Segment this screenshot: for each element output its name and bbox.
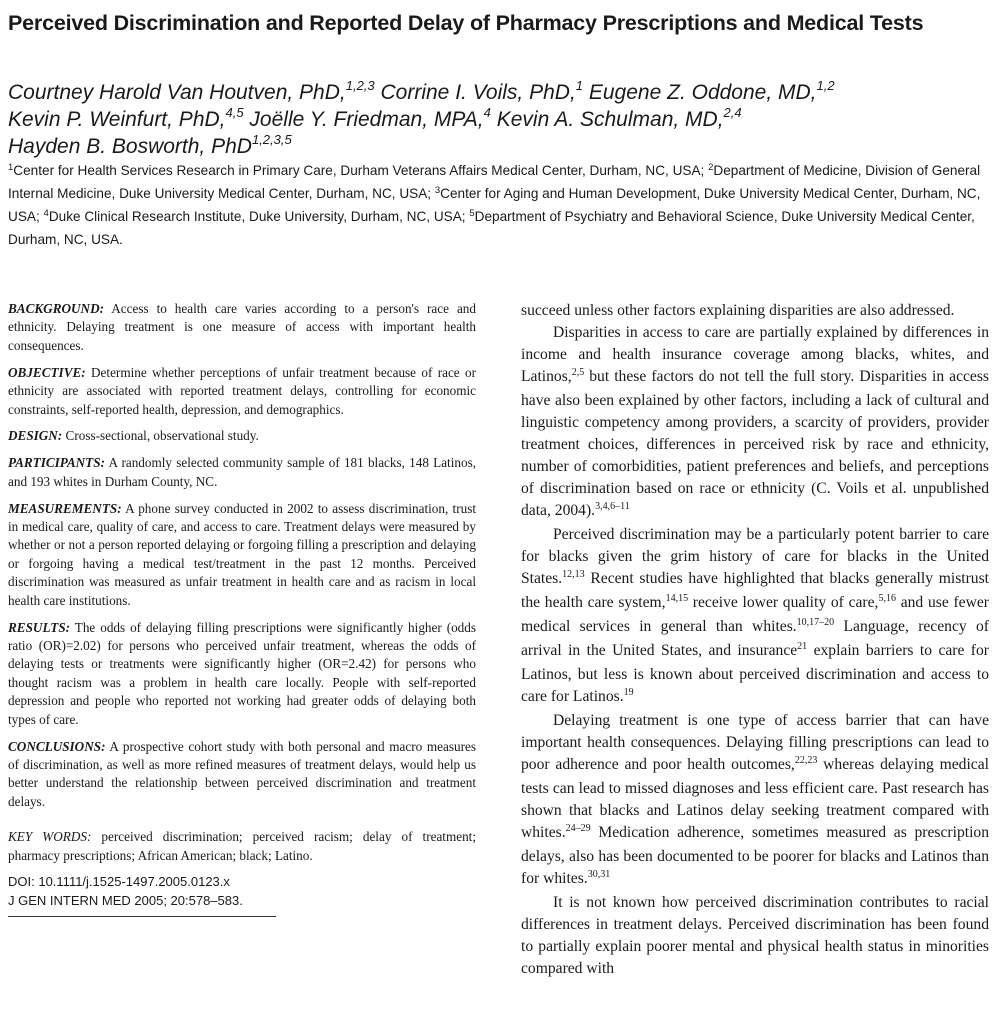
section-label: OBJECTIVE: [8, 364, 86, 380]
citation: 2,5 [571, 367, 585, 378]
author-affiliation-marker: 2,4 [723, 105, 742, 120]
body-text: Medication adherence, sometimes measured as prescription delays, also has been documented to be poorer for blacks and Latinos than for whites. [521, 824, 989, 887]
body-text: whereas delaying medical tests can lead to missed diagnoses and less efficient care. Past research has shown that blacks and Latinos delay seeking treatment compared with whites. [521, 756, 989, 841]
section-text: The odds of delaying filling prescriptions were significantly higher (odds ratio (OR)=2.02) for persons who perceived unfair treatment, whereas the odds of delaying tests or treatments were significantly higher (OR=2.42) for persons who thought racism was a problem in health care locally. People with self-reported depression and people who reported not working had greater odds of delaying both types of care. [8, 619, 476, 727]
citation: 22,23 [794, 755, 818, 766]
affiliation-marker: 4 [43, 208, 49, 219]
article-title: Perceived Discrimination and Reported Delay of Pharmacy Prescriptions and Medical Tests [8, 11, 924, 35]
journal-citation: J GEN INTERN MED 2005; 20:578–583. [8, 892, 243, 908]
abstract-results [8, 619, 476, 729]
citation: 24–29 [565, 823, 591, 834]
doi: DOI: 10.1111/j.1525-1497.2005.0123.x [8, 874, 230, 890]
citation: 19 [623, 687, 634, 698]
section-label: RESULTS: [8, 619, 71, 635]
author-affiliation-marker: 4,5 [225, 105, 244, 120]
affiliation-marker: 5 [469, 208, 475, 219]
author-affiliation-marker: 1,2 [816, 78, 835, 93]
citation: 30,31 [587, 869, 611, 880]
section-label: CONCLUSIONS: [8, 738, 106, 754]
body-text: Disparities in access to care are partially explained by differences in income and health insurance coverage among blacks, whites, and Latinos, [521, 324, 989, 385]
footnote-divider [8, 916, 276, 917]
section-label: PARTICIPANTS: [8, 455, 105, 471]
body-text: Language, recency of arrival in the United States, and insurance [521, 618, 989, 659]
citation: 5,16 [878, 593, 896, 604]
body-text: Delaying treatment is one type of access barrier that can have important health consequences. Delaying filling prescriptions can lead to poor adherence and poor health outcomes, [521, 712, 989, 773]
body-paragraph: It is not known how perceived discrimination contributes to racial differences in treatment delays. Perceived discrimination has been found to partially explain poorer mental and physical health status in minorities compared with [521, 894, 989, 977]
author-name: Corrine I. Voils, PhD, [380, 81, 576, 104]
body-text: and use fewer medical services in general than whites. [521, 594, 989, 635]
citation: 14,15 [665, 593, 689, 604]
affiliation-text: Center for Aging and Human Development, Duke University Medical Center, Durham, NC, USA; [8, 186, 981, 224]
author-name: Kevin P. Weinfurt, PhD, [8, 108, 226, 131]
author-name: Joëlle Y. Friedman, MPA, [249, 108, 484, 131]
affiliation-marker: 2 [708, 162, 714, 173]
keywords-text: perceived discrimination; perceived racism; delay of treatment; pharmacy prescriptions; African American; black; Latino. [8, 829, 476, 863]
author-affiliation-marker: 1,2,3 [345, 78, 375, 93]
author-affiliation-marker: 4 [483, 105, 491, 120]
citation: 21 [797, 641, 808, 652]
abstract-background [8, 300, 476, 355]
affiliation-marker: 3 [434, 185, 441, 196]
author-name: Kevin A. Schulman, MD, [496, 108, 724, 131]
affiliation-text: Department of Medicine, Division of General Internal Medicine, Duke University Medical Center, Durham, NC, USA; [8, 163, 981, 201]
body-text: Recent studies have highlighted that blacks generally mistrust the health care system, [521, 570, 989, 611]
section-text: Access to health care varies according to a person's race and ethnicity. Delaying treatment is one measure of access with important health consequences. [8, 301, 476, 353]
section-label: MEASUREMENTS: [8, 500, 122, 516]
affiliation-text: Department of Psychiatry and Behavioral Science, Duke University Medical Center, Durham, NC, USA. [8, 209, 975, 247]
body-paragraph [521, 524, 989, 710]
body-text: receive lower quality of care, [688, 594, 879, 611]
abstract [8, 300, 476, 917]
affiliations [8, 160, 998, 250]
body-text: explain barriers to care for Latinos, but less is known about perceived discrimination and access to care for Latinos. [521, 642, 989, 705]
author-affiliation-marker: 1 [575, 78, 584, 93]
body-paragraph [521, 710, 989, 892]
affiliation-marker: 1 [8, 162, 14, 173]
body-text: Perceived discrimination may be a particularly potent barrier to care for blacks given the grim history of care for blacks in the United States. [521, 526, 989, 587]
author-name: Courtney Harold Van Houtven, PhD, [8, 81, 346, 104]
citation: 12,13 [562, 569, 585, 580]
affiliation-text: Center for Health Services Research in Primary Care, Durham Veterans Affairs Medical Center, Durham, NC, USA; [13, 163, 709, 178]
section-text: A prospective cohort study with both personal and macro measures of discrimination, as well as more refined measures of treatment delays, would help us better understand the relationship between perceived discrimination and treatment delays. [8, 738, 476, 809]
citation: 10,17–20 [796, 617, 835, 628]
abstract-objective [8, 364, 476, 419]
keywords-label: KEY WORDS: [8, 829, 92, 845]
author-name: Eugene Z. Oddone, MD, [588, 81, 817, 104]
section-label: BACKGROUND: [8, 301, 104, 316]
body-paragraph: succeed unless other factors explaining disparities are also addressed. [521, 302, 955, 319]
abstract-design [8, 427, 476, 445]
affiliation-text: Duke Clinical Research Institute, Duke University, Durham, NC, USA; [48, 209, 470, 224]
section-text: A randomly selected community sample of 181 blacks, 148 Latinos, and 193 whites in Durham County, NC. [8, 455, 476, 489]
section-text: A phone survey conducted in 2002 to assess discrimination, trust in medical care, quality of care, and access to care. Treatment delays were measured by whether or not a person reported delaying or forgoing filling a prescription and delaying or forgoing having a medical test/treatment in the past 12 months. Perceived discrimination was measured as unfair treatment in health care and as racism in local health care institutions. [8, 500, 476, 608]
body-text: but these factors do not tell the full story. Disparities in access have also been explained by other factors, including a lack of cultural and linguistic competency among providers, a scarcity of providers, provider treatment choices, differences in perceived risk by race and ethnicity, number of comorbidities, patient preferences and beliefs, and perceptions of discrimination based on race or ethnicity (C. Voils et al. unpublished data, 2004). [521, 368, 989, 519]
section-text: Determine whether perceptions of unfair treatment because of race or ethnicity are associated with reported treatment delays, controlling for economic constraints, self-reported health, depression, and demographics. [8, 364, 476, 417]
body-paragraph [521, 322, 989, 524]
citation: 3,4,6–11 [595, 501, 630, 512]
section-text: Cross-sectional, observational study. [62, 428, 259, 444]
author-name: Hayden B. Bosworth, PhD [8, 135, 252, 158]
abstract-participants [8, 454, 476, 491]
author-affiliation-marker: 1,2,3,5 [251, 132, 292, 147]
abstract-measurements [8, 500, 476, 610]
section-label: DESIGN: [8, 428, 63, 444]
body-text-column [521, 300, 989, 1020]
abstract-conclusions [8, 738, 476, 812]
keywords [8, 828, 476, 865]
author-list [8, 80, 998, 161]
